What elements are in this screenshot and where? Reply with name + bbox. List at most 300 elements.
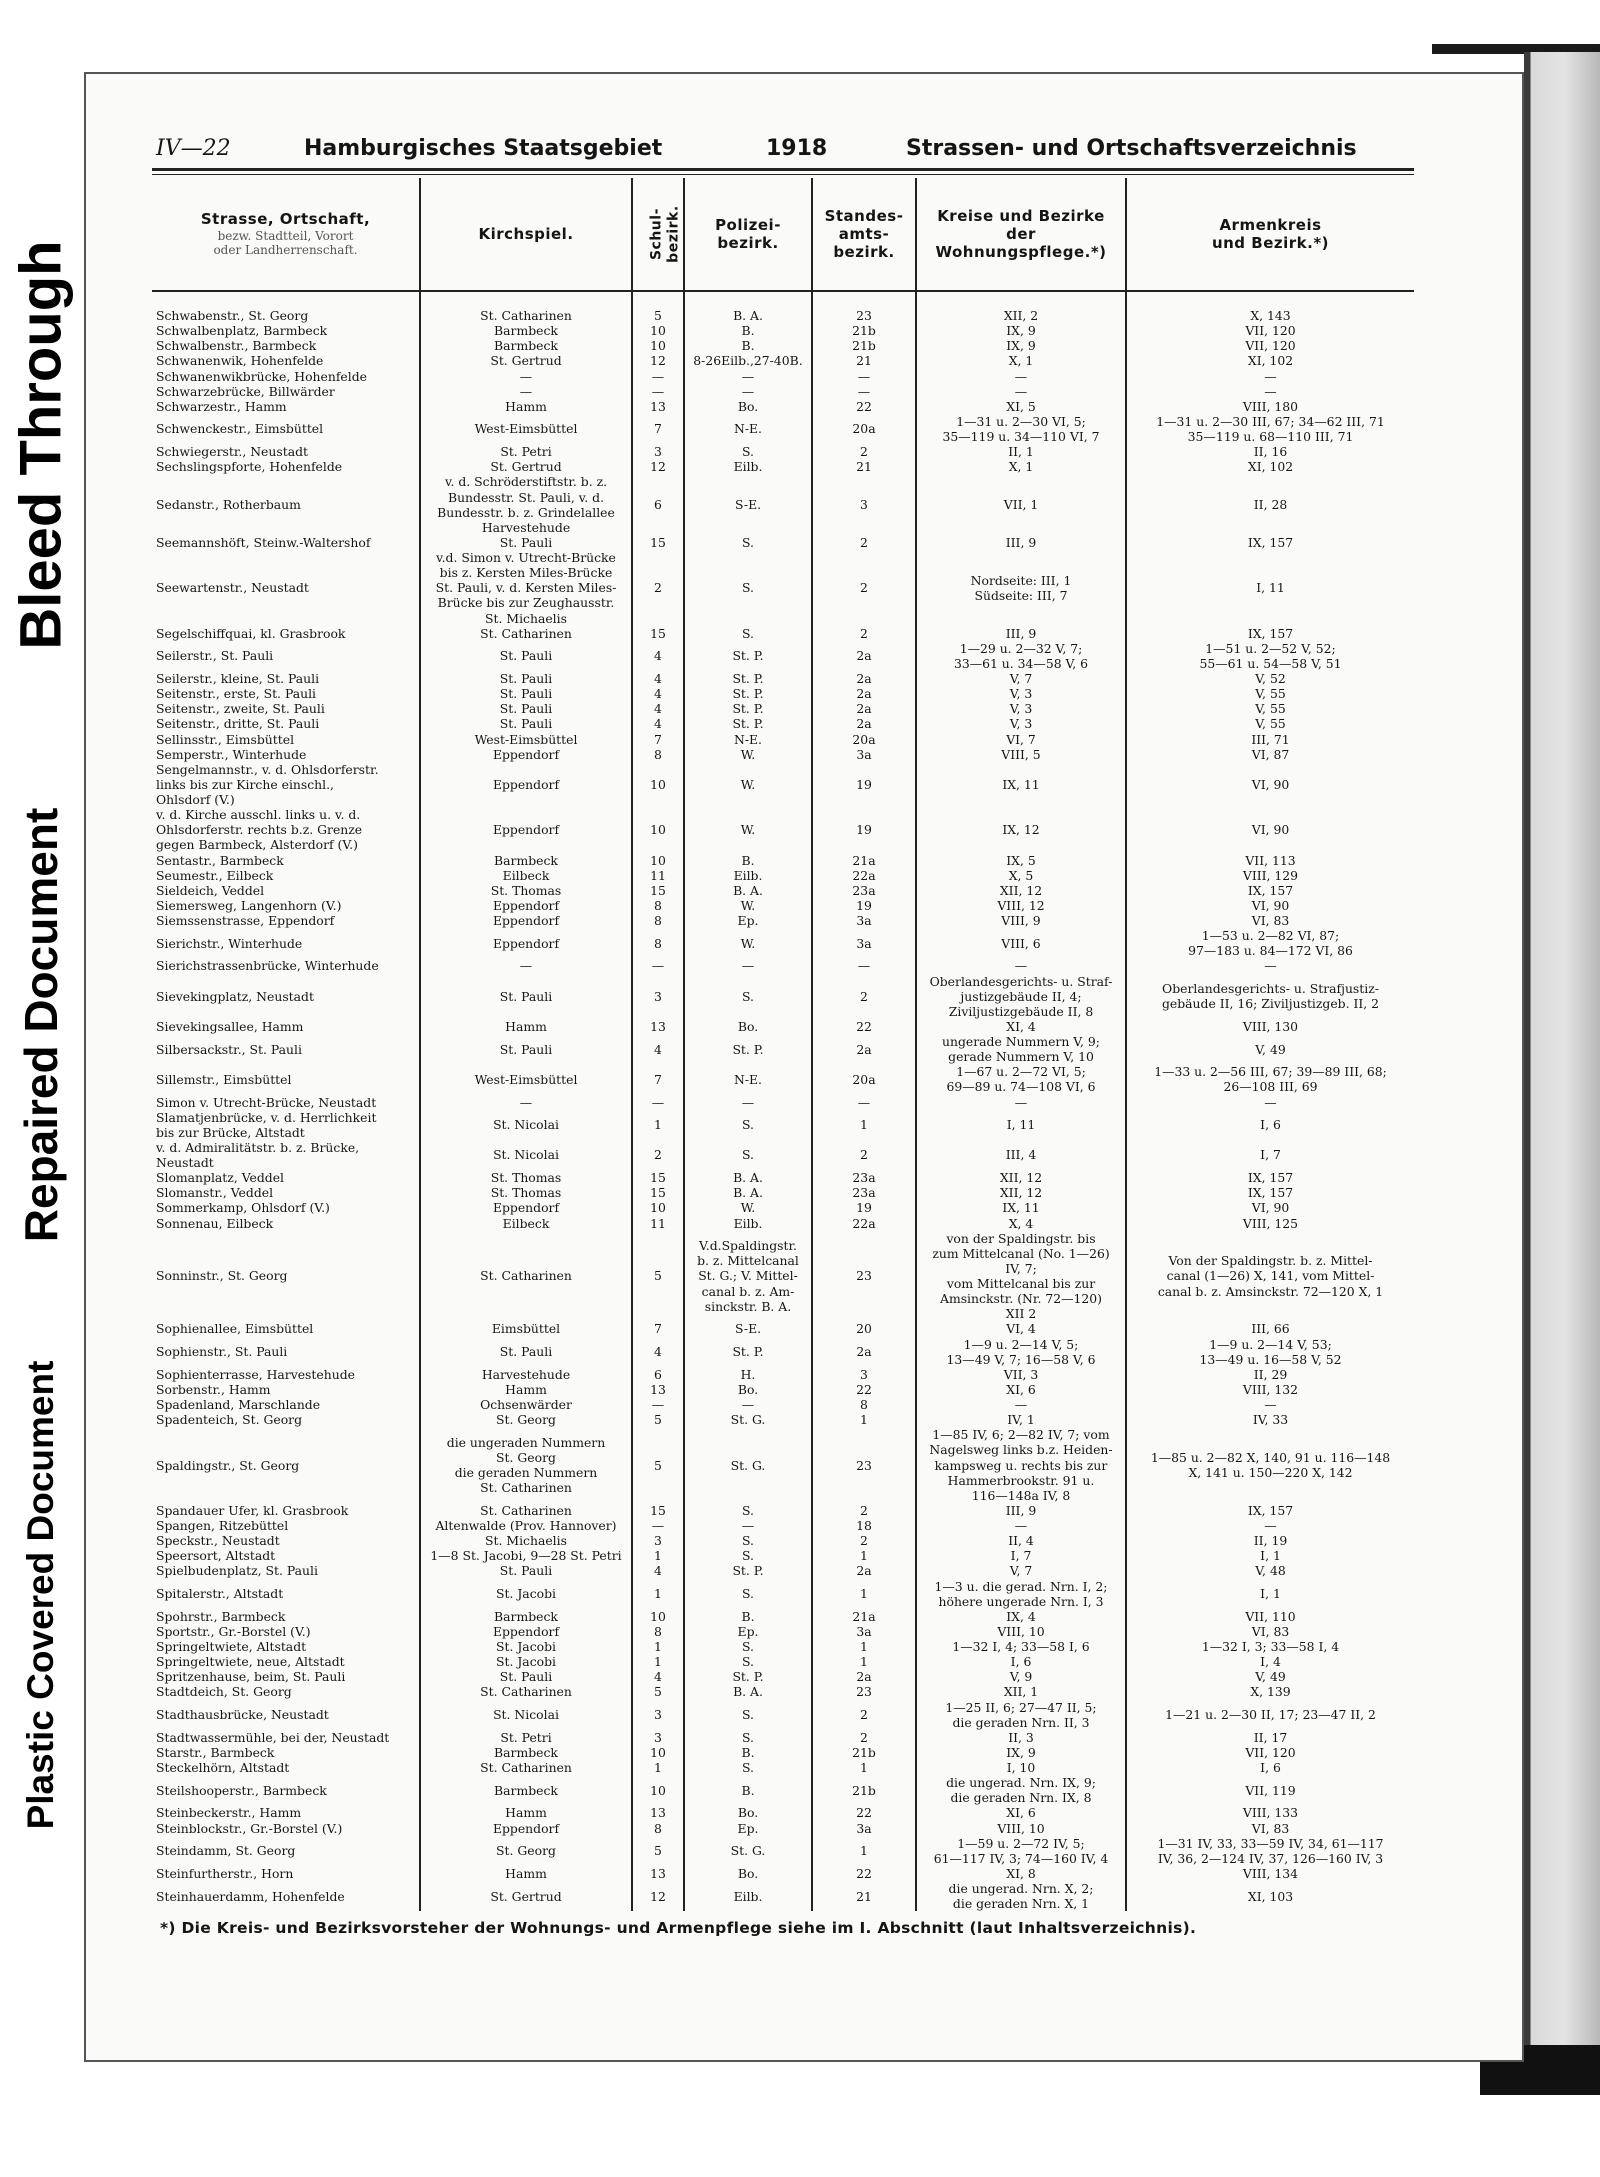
- police-cell: S.: [684, 1140, 812, 1170]
- school-cell: 10: [632, 1745, 684, 1760]
- registry-cell: 23a: [812, 1185, 916, 1200]
- care-cell: V, 3: [916, 716, 1126, 731]
- street-cell: Steinhauerdamm, Hohenfelde: [156, 1888, 345, 1904]
- registry-cell: 21: [812, 353, 916, 368]
- header-state: Hamburgisches Staatsgebiet: [304, 136, 663, 161]
- table-row: [152, 701, 1414, 716]
- poor-cell: IV, 33: [1126, 1412, 1414, 1427]
- poor-cell: V, 52: [1126, 671, 1414, 686]
- school-cell: 8: [632, 898, 684, 913]
- school-cell: 5: [632, 308, 684, 323]
- registry-cell: —: [812, 958, 916, 973]
- registry-cell: 2: [812, 974, 916, 1019]
- school-cell: 10: [632, 1200, 684, 1215]
- registry-cell: 1: [812, 1548, 916, 1563]
- registry-cell: 2a: [812, 1563, 916, 1578]
- street-cell: Sophienstr., St. Pauli: [156, 1344, 288, 1360]
- table-row: [152, 913, 1414, 928]
- care-cell: X, 5: [916, 868, 1126, 883]
- table-row: [152, 853, 1414, 868]
- police-cell: W.: [684, 898, 812, 913]
- police-cell: St. P.: [684, 1563, 812, 1578]
- registry-cell: 2a: [812, 671, 916, 686]
- school-cell: 3: [632, 974, 684, 1019]
- care-cell: III, 9: [916, 626, 1126, 641]
- parish-cell: St. Catharinen: [420, 1231, 632, 1322]
- parish-cell: Hamm: [420, 399, 632, 414]
- poor-cell: —: [1126, 1095, 1414, 1110]
- street-cell: Seewartenstr., Neustadt: [156, 580, 309, 596]
- care-cell: XII, 1: [916, 1684, 1126, 1699]
- care-cell: III, 9: [916, 535, 1126, 550]
- registry-cell: 23: [812, 1427, 916, 1503]
- street-cell: Sommerkamp, Ohlsdorf (V.): [156, 1200, 330, 1216]
- care-cell: 1—85 IV, 6; 2—82 IV, 7; vom Nagelsweg links b.z. Heiden- kampsweg u. rechts bis zur Hammerbrookstr. 91 u. 116—148a IV, 8: [916, 1427, 1126, 1503]
- table-row: [152, 974, 1414, 1019]
- police-cell: W.: [684, 762, 812, 807]
- table-row: [152, 747, 1414, 762]
- poor-cell: V, 48: [1126, 1563, 1414, 1578]
- poor-cell: 1—31 IV, 33, 33—59 IV, 34, 61—117 IV, 36, 2—124 IV, 37, 126—160 IV, 3: [1126, 1836, 1414, 1866]
- parish-cell: St. Pauli: [420, 641, 632, 671]
- parish-cell: St. Pauli: [420, 1563, 632, 1578]
- police-cell: S.: [684, 1533, 812, 1548]
- col-header-care: Kreise und Bezirke der Wohnungspflege.*): [916, 178, 1126, 291]
- poor-cell: —: [1126, 958, 1414, 973]
- parish-cell: West-Eimsbüttel: [420, 1064, 632, 1094]
- care-cell: 1—32 I, 4; 33—58 I, 6: [916, 1639, 1126, 1654]
- police-cell: —: [684, 369, 812, 384]
- page-header: [154, 130, 1414, 168]
- school-cell: 6: [632, 1367, 684, 1382]
- care-cell: XI, 6: [916, 1382, 1126, 1397]
- parish-cell: St. Pauli: [420, 535, 632, 550]
- police-cell: —: [684, 384, 812, 399]
- poor-cell: 1—21 u. 2—30 II, 17; 23—47 II, 2: [1126, 1700, 1414, 1730]
- table-row: [152, 1684, 1414, 1699]
- street-cell: Stadtwassermühle, bei der, Neustadt: [156, 1729, 390, 1745]
- parish-cell: —: [420, 369, 632, 384]
- police-cell: Bo.: [684, 1805, 812, 1820]
- registry-cell: 2a: [812, 716, 916, 731]
- poor-cell: Oberlandesgerichts- u. Strafjustiz- gebäude II, 16; Ziviljustizgeb. II, 2: [1126, 974, 1414, 1019]
- police-cell: W.: [684, 807, 812, 852]
- parish-cell: St. Pauli: [420, 716, 632, 731]
- school-cell: 11: [632, 1216, 684, 1231]
- street-cell: Sechslingspforte, Hohenfelde: [156, 459, 343, 475]
- table-row: [152, 1805, 1414, 1820]
- registry-cell: 23: [812, 1231, 916, 1322]
- police-cell: —: [684, 1095, 812, 1110]
- parish-cell: Eilbeck: [420, 1216, 632, 1231]
- poor-cell: Von der Spaldingstr. b. z. Mittel- canal (1—26) X, 141, vom Mittel- canal b. z. Amsinckstr. 72—120 X, 1: [1126, 1231, 1414, 1322]
- table-row: [152, 384, 1414, 399]
- parish-cell: St. Jacobi: [420, 1579, 632, 1609]
- registry-cell: 8: [812, 1397, 916, 1412]
- school-cell: 4: [632, 716, 684, 731]
- street-cell: Sellinsstr., Eimsbüttel: [156, 731, 295, 747]
- poor-cell: VII, 113: [1126, 853, 1414, 868]
- police-cell: H.: [684, 1367, 812, 1382]
- table-row: [152, 369, 1414, 384]
- street-cell: Speersort, Altstadt: [156, 1548, 276, 1564]
- street-cell: Spaldingstr., St. Georg: [156, 1457, 300, 1473]
- table-row: [152, 1533, 1414, 1548]
- poor-cell: VII, 120: [1126, 323, 1414, 338]
- table-row: [152, 535, 1414, 550]
- school-cell: 6: [632, 474, 684, 535]
- parish-cell: St. Pauli: [420, 1669, 632, 1684]
- police-cell: N-E.: [684, 414, 812, 444]
- street-cell: Spohrstr., Barmbeck: [156, 1608, 286, 1624]
- street-cell: Sievekingplatz, Neustadt: [156, 988, 314, 1004]
- street-cell: Seitenstr., zweite, St. Pauli: [156, 701, 325, 717]
- parish-cell: St. Pauli: [420, 1034, 632, 1064]
- police-cell: St. P.: [684, 1669, 812, 1684]
- registry-cell: 3a: [812, 1624, 916, 1639]
- parish-cell: Barmbeck: [420, 323, 632, 338]
- care-cell: —: [916, 1095, 1126, 1110]
- street-cell: Springeltwiete, Altstadt: [156, 1639, 307, 1654]
- parish-cell: Eppendorf: [420, 898, 632, 913]
- police-cell: B.: [684, 1609, 812, 1624]
- police-cell: Ep.: [684, 1821, 812, 1836]
- care-cell: I, 11: [916, 1110, 1126, 1140]
- police-cell: Eilb.: [684, 459, 812, 474]
- police-cell: 8-26Eilb.,27-40B.: [684, 353, 812, 368]
- police-cell: B. A.: [684, 883, 812, 898]
- table-row: [152, 1775, 1414, 1805]
- header-year: 1918: [766, 136, 828, 161]
- poor-cell: —: [1126, 1397, 1414, 1412]
- school-cell: —: [632, 958, 684, 973]
- care-cell: V, 7: [916, 671, 1126, 686]
- street-cell: Seilerstr., St. Pauli: [156, 648, 274, 664]
- street-cell: Springeltwiete, neue, Altstadt: [156, 1654, 345, 1670]
- registry-cell: 2a: [812, 1669, 916, 1684]
- table-row: [152, 1518, 1414, 1533]
- parish-cell: St. Nicolai: [420, 1110, 632, 1140]
- table-row: [152, 1427, 1414, 1503]
- parish-cell: St. Catharinen: [420, 1684, 632, 1699]
- street-cell: v. d. Kirche ausschl. links u. v. d. Ohlsdorferstr. rechts b.z. Grenze gegen Barmbeck, Alsterdorf (V.): [156, 807, 363, 853]
- street-cell: Steilshooperstr., Barmbeck: [156, 1782, 327, 1798]
- poor-cell: VI, 87: [1126, 747, 1414, 762]
- care-cell: VIII, 9: [916, 913, 1126, 928]
- registry-cell: 3: [812, 1367, 916, 1382]
- school-cell: 13: [632, 1019, 684, 1034]
- street-cell: Steinfurtherstr., Horn: [156, 1865, 294, 1881]
- poor-cell: VII, 110: [1126, 1609, 1414, 1624]
- parish-cell: 1—8 St. Jacobi, 9—28 St. Petri: [420, 1548, 632, 1563]
- registry-cell: 2: [812, 1730, 916, 1745]
- street-cell: Schwabenstr., St. Georg: [156, 308, 309, 323]
- street-cell: Schwalbenplatz, Barmbeck: [156, 323, 328, 339]
- street-cell: Seemannshöft, Steinw.-Waltershof: [156, 534, 371, 550]
- label-bleed-through: Bleed Through: [8, 240, 74, 650]
- col-header-poor: Armenkreis und Bezirk.*): [1126, 178, 1414, 291]
- table-row: [152, 1579, 1414, 1609]
- parish-cell: Eppendorf: [420, 807, 632, 852]
- care-cell: IX, 5: [916, 853, 1126, 868]
- street-cell: Spangen, Ritzebüttel: [156, 1518, 289, 1533]
- street-cell: Sievekingsallee, Hamm: [156, 1018, 304, 1034]
- police-cell: Bo.: [684, 1019, 812, 1034]
- police-cell: W.: [684, 747, 812, 762]
- table-row: [152, 1367, 1414, 1382]
- care-cell: 1—59 u. 2—72 IV, 5; 61—117 IV, 3; 74—160 IV, 4: [916, 1836, 1126, 1866]
- school-cell: 12: [632, 353, 684, 368]
- school-cell: 10: [632, 853, 684, 868]
- care-cell: IX, 11: [916, 1200, 1126, 1215]
- school-cell: 7: [632, 414, 684, 444]
- poor-cell: II, 28: [1126, 474, 1414, 535]
- col-header-street: [152, 178, 420, 291]
- table-row: [152, 1548, 1414, 1563]
- col-header-police: Polizei- bezirk.: [684, 178, 812, 291]
- parish-cell: Barmbeck: [420, 1745, 632, 1760]
- table-row: [152, 641, 1414, 671]
- registry-cell: 3: [812, 474, 916, 535]
- street-cell: Sportstr., Gr.-Borstel (V.): [156, 1623, 311, 1639]
- police-cell: W.: [684, 928, 812, 958]
- registry-cell: 19: [812, 898, 916, 913]
- poor-cell: V, 55: [1126, 701, 1414, 716]
- poor-cell: I, 11: [1126, 550, 1414, 626]
- school-cell: 7: [632, 1321, 684, 1336]
- police-cell: S.: [684, 1579, 812, 1609]
- school-cell: 1: [632, 1548, 684, 1563]
- parish-cell: Harvestehude: [420, 1367, 632, 1382]
- registry-cell: 19: [812, 1200, 916, 1215]
- table-row: [152, 1609, 1414, 1624]
- street-cell: Segelschiffquai, kl. Grasbrook: [156, 625, 346, 641]
- registry-cell: 23: [812, 308, 916, 323]
- page-number: IV—22: [156, 136, 231, 161]
- registry-cell: 2: [812, 550, 916, 626]
- school-cell: 3: [632, 1730, 684, 1745]
- table-row: [152, 459, 1414, 474]
- parish-cell: West-Eimsbüttel: [420, 732, 632, 747]
- school-cell: 3: [632, 1700, 684, 1730]
- care-cell: VII, 3: [916, 1367, 1126, 1382]
- poor-cell: VIII, 132: [1126, 1382, 1414, 1397]
- table-header-row: [152, 178, 1414, 291]
- table-row: [152, 1836, 1414, 1866]
- care-cell: X, 1: [916, 459, 1126, 474]
- registry-cell: 1: [812, 1639, 916, 1654]
- care-cell: Nordseite: III, 1 Südseite: III, 7: [916, 550, 1126, 626]
- care-cell: —: [916, 369, 1126, 384]
- parish-cell: —: [420, 958, 632, 973]
- care-cell: 1—9 u. 2—14 V, 5; 13—49 V, 7; 16—58 V, 6: [916, 1337, 1126, 1367]
- registry-cell: 21a: [812, 1609, 916, 1624]
- table-row: [152, 883, 1414, 898]
- street-cell: Steckelhörn, Altstadt: [156, 1760, 290, 1775]
- table-row: [152, 626, 1414, 641]
- parish-cell: Hamm: [420, 1866, 632, 1881]
- care-cell: II, 4: [916, 1533, 1126, 1548]
- poor-cell: III, 66: [1126, 1321, 1414, 1336]
- poor-cell: 1—9 u. 2—14 V, 53; 13—49 u. 16—58 V, 52: [1126, 1337, 1414, 1367]
- street-cell: Sierichstr., Winterhude: [156, 935, 303, 951]
- parish-cell: Eppendorf: [420, 1821, 632, 1836]
- care-cell: IX, 9: [916, 323, 1126, 338]
- care-cell: IV, 1: [916, 1412, 1126, 1427]
- registry-cell: 3a: [812, 928, 916, 958]
- police-cell: S.: [684, 444, 812, 459]
- table-row: [152, 353, 1414, 368]
- parish-cell: die ungeraden Nummern St. Georg die geraden Nummern St. Catharinen: [420, 1427, 632, 1503]
- care-cell: IX, 9: [916, 1745, 1126, 1760]
- parish-cell: Eimsbüttel: [420, 1321, 632, 1336]
- care-cell: —: [916, 1518, 1126, 1533]
- street-cell: Siemssenstrasse, Eppendorf: [156, 913, 335, 928]
- care-cell: X, 4: [916, 1216, 1126, 1231]
- police-cell: S.: [684, 1730, 812, 1745]
- street-cell: Simon v. Utrecht-Brücke, Neustadt: [156, 1094, 377, 1110]
- table-row: [152, 1654, 1414, 1669]
- school-cell: 8: [632, 1821, 684, 1836]
- school-cell: —: [632, 1095, 684, 1110]
- police-cell: Ep.: [684, 913, 812, 928]
- care-cell: Oberlandesgerichts- u. Straf- justizgebäude II, 4; Ziviljustizgebäude II, 8: [916, 974, 1126, 1019]
- care-cell: IX, 4: [916, 1609, 1126, 1624]
- school-cell: 1: [632, 1760, 684, 1775]
- street-cell: Sorbenstr., Hamm: [156, 1381, 271, 1397]
- registry-cell: 3a: [812, 1821, 916, 1836]
- parish-cell: Eppendorf: [420, 913, 632, 928]
- poor-cell: VII, 119: [1126, 1775, 1414, 1805]
- registry-cell: 1: [812, 1110, 916, 1140]
- parish-cell: St. Nicolai: [420, 1700, 632, 1730]
- label-plastic-covered-document: Plastic Covered Document: [20, 1360, 61, 1830]
- street-cell: Schwarzestr., Hamm: [156, 398, 287, 414]
- registry-cell: 2a: [812, 701, 916, 716]
- street-cell: Schwalbenstr., Barmbeck: [156, 338, 317, 354]
- poor-cell: V, 55: [1126, 716, 1414, 731]
- care-cell: V, 3: [916, 686, 1126, 701]
- spacer-cell: [812, 291, 916, 308]
- poor-cell: IX, 157: [1126, 1170, 1414, 1185]
- school-cell: 3: [632, 1533, 684, 1548]
- care-cell: 1—29 u. 2—32 V, 7; 33—61 u. 34—58 V, 6: [916, 641, 1126, 671]
- school-cell: 5: [632, 1836, 684, 1866]
- care-cell: die ungerad. Nrn. X, 2; die geraden Nrn. X, 1: [916, 1881, 1126, 1911]
- poor-cell: VI, 90: [1126, 1200, 1414, 1215]
- police-cell: —: [684, 1397, 812, 1412]
- registry-cell: 22a: [812, 868, 916, 883]
- registry-cell: 22: [812, 399, 916, 414]
- table-row: [152, 399, 1414, 414]
- street-cell: Steinblockstr., Gr.-Borstel (V.): [156, 1820, 343, 1836]
- scan-edge-right: [1524, 52, 1600, 2062]
- table-row: [152, 898, 1414, 913]
- registry-cell: 19: [812, 762, 916, 807]
- police-cell: S.: [684, 1654, 812, 1669]
- school-cell: 5: [632, 1231, 684, 1322]
- table-row: [152, 1563, 1414, 1578]
- poor-cell: —: [1126, 369, 1414, 384]
- parish-cell: Eppendorf: [420, 1200, 632, 1215]
- police-cell: S.: [684, 1700, 812, 1730]
- poor-cell: 1—32 I, 3; 33—58 I, 4: [1126, 1639, 1414, 1654]
- street-cell: Semperstr., Winterhude: [156, 746, 307, 762]
- street-cell: Siemersweg, Langenhorn (V.): [156, 897, 342, 913]
- care-cell: VIII, 12: [916, 898, 1126, 913]
- poor-cell: III, 71: [1126, 732, 1414, 747]
- school-cell: 1: [632, 1579, 684, 1609]
- registry-cell: 21b: [812, 323, 916, 338]
- poor-cell: II, 29: [1126, 1367, 1414, 1382]
- street-cell: Schwiegerstr., Neustadt: [156, 444, 309, 460]
- parish-cell: St. Thomas: [420, 1185, 632, 1200]
- registry-cell: 2: [812, 626, 916, 641]
- school-cell: 5: [632, 1427, 684, 1503]
- table-row: [152, 1730, 1414, 1745]
- registry-cell: 22: [812, 1019, 916, 1034]
- table-row: [152, 1760, 1414, 1775]
- table-row: [152, 1745, 1414, 1760]
- parish-cell: Barmbeck: [420, 1609, 632, 1624]
- poor-cell: 1—33 u. 2—56 III, 67; 39—89 III, 68; 26—108 III, 69: [1126, 1064, 1414, 1094]
- parish-cell: Eppendorf: [420, 1624, 632, 1639]
- police-cell: B. A.: [684, 1185, 812, 1200]
- police-cell: S.: [684, 1110, 812, 1140]
- police-cell: Eilb.: [684, 868, 812, 883]
- street-cell: Seilerstr., kleine, St. Pauli: [156, 671, 320, 686]
- poor-cell: 1—51 u. 2—52 V, 52; 55—61 u. 54—58 V, 51: [1126, 641, 1414, 671]
- parish-cell: St. Jacobi: [420, 1639, 632, 1654]
- parish-cell: —: [420, 1095, 632, 1110]
- school-cell: 7: [632, 1064, 684, 1094]
- table-row: [152, 1170, 1414, 1185]
- parish-cell: West-Eimsbüttel: [420, 414, 632, 444]
- care-cell: —: [916, 958, 1126, 973]
- poor-cell: I, 1: [1126, 1548, 1414, 1563]
- school-cell: 8: [632, 747, 684, 762]
- table-row: [152, 686, 1414, 701]
- police-cell: B. A.: [684, 1684, 812, 1699]
- parish-cell: v. d. Schröderstiftstr. b. z. Bundesstr. St. Pauli, v. d. Bundesstr. b. z. Grindelallee Harvestehude: [420, 474, 632, 535]
- police-cell: B.: [684, 853, 812, 868]
- parish-cell: St. Jacobi: [420, 1654, 632, 1669]
- parish-cell: St. Petri: [420, 1730, 632, 1745]
- care-cell: XII, 12: [916, 1170, 1126, 1185]
- poor-cell: VIII, 134: [1126, 1866, 1414, 1881]
- poor-cell: II, 19: [1126, 1533, 1414, 1548]
- annotation-sidebar: [0, 0, 82, 2177]
- registry-cell: 2a: [812, 641, 916, 671]
- school-cell: 13: [632, 1805, 684, 1820]
- parish-cell: Barmbeck: [420, 853, 632, 868]
- street-cell: Seitenstr., erste, St. Pauli: [156, 686, 317, 702]
- registry-cell: 23a: [812, 1170, 916, 1185]
- table-row: [152, 762, 1414, 807]
- care-cell: III, 4: [916, 1140, 1126, 1170]
- registry-cell: 21: [812, 1881, 916, 1911]
- street-cell: Schwarzebrücke, Billwärder: [156, 383, 335, 399]
- police-cell: —: [684, 958, 812, 973]
- parish-cell: St. Catharinen: [420, 1760, 632, 1775]
- parish-cell: Altenwalde (Prov. Hannover): [420, 1518, 632, 1533]
- poor-cell: V, 49: [1126, 1669, 1414, 1684]
- spacer-row: [152, 291, 1414, 308]
- school-cell: 13: [632, 399, 684, 414]
- police-cell: St. G.: [684, 1836, 812, 1866]
- registry-cell: 1: [812, 1654, 916, 1669]
- col-header-parish: Kirchspiel.: [420, 178, 632, 291]
